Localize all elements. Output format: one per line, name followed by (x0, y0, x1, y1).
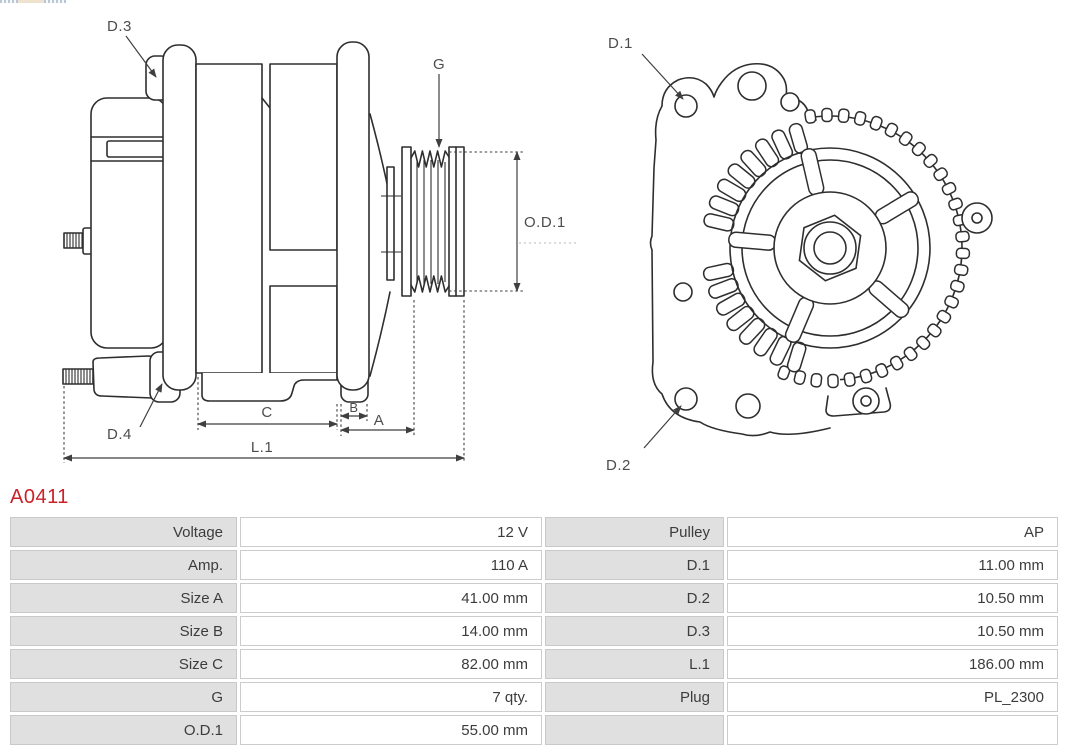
spec-label: Plug (545, 682, 724, 712)
shaft-spacer (387, 167, 394, 280)
housing-step (262, 98, 270, 108)
spec-value (727, 715, 1058, 745)
dim-label-c: C (261, 404, 273, 421)
spec-table (10, 517, 1058, 745)
spec-value: 82.00 mm (240, 649, 542, 679)
dim-label-d4: D.4 (107, 426, 132, 443)
spec-label: Voltage (10, 517, 237, 547)
front-view-drawing (606, 35, 992, 474)
spec-value: 186.00 mm (727, 649, 1058, 679)
stator-housing-front-upper (270, 64, 337, 250)
spec-value: 10.50 mm (727, 583, 1058, 613)
dim-label-d1: D.1 (608, 35, 633, 52)
rear-flange (163, 45, 196, 390)
fan-tooth (828, 374, 838, 387)
spec-value: 55.00 mm (240, 715, 542, 745)
top-mount-hole (738, 72, 766, 100)
dim-label-l1: L.1 (250, 439, 274, 456)
pulley-left-rim (402, 147, 411, 296)
leader-d2 (644, 406, 681, 448)
bolt-boss (736, 394, 760, 418)
spec-value: 110 A (240, 550, 542, 580)
pulley-groove-lines (417, 160, 445, 284)
fan-tooth (954, 264, 968, 276)
shaft-end (814, 232, 846, 264)
spec-label: D.2 (545, 583, 724, 613)
spec-value: 41.00 mm (240, 583, 542, 613)
mount-hole-d1 (675, 95, 697, 117)
rear-cover (91, 98, 167, 348)
fan-tooth (804, 109, 816, 123)
dim-label-b: B (349, 400, 359, 415)
housing-foot (202, 373, 337, 401)
spec-label: Amp. (10, 550, 237, 580)
spec-label: Size A (10, 583, 237, 613)
spec-value: AP (727, 517, 1058, 547)
fan-tooth (838, 109, 849, 123)
pulley-spoke (728, 232, 776, 251)
spec-label: G (10, 682, 237, 712)
part-number: A0411 (10, 486, 69, 508)
spec-value: PL_2300 (727, 682, 1058, 712)
side-view-drawing (63, 18, 578, 463)
leader-d1 (642, 54, 683, 99)
bottom-ear-hole (861, 396, 871, 406)
fan-tooth (822, 108, 832, 121)
spec-label: O.D.1 (10, 715, 237, 745)
spec-label: Size B (10, 616, 237, 646)
spec-label: D.3 (545, 616, 724, 646)
spec-value: 14.00 mm (240, 616, 542, 646)
spec-value: 10.50 mm (727, 616, 1058, 646)
mount-hole-d2 (675, 388, 697, 410)
spec-value: 11.00 mm (727, 550, 1058, 580)
dim-label-d3: D.3 (107, 18, 132, 35)
stator-housing-front-lower (270, 286, 337, 373)
spec-label: Pulley (545, 517, 724, 547)
mid-hole (674, 283, 692, 301)
stator-housing-rear (196, 64, 262, 373)
dim-label-d2: D.2 (606, 457, 631, 474)
spec-value: 12 V (240, 517, 542, 547)
fan-tooth (844, 372, 856, 386)
small-hole (781, 93, 799, 111)
fan-tooth (956, 231, 970, 242)
dim-label-a: A (373, 412, 385, 429)
fan-tooth (811, 373, 822, 387)
spec-label (545, 715, 724, 745)
spec-label: Size C (10, 649, 237, 679)
dim-label-od1: O.D.1 (524, 214, 566, 231)
spec-label: L.1 (545, 649, 724, 679)
spec-value: 7 qty. (240, 682, 542, 712)
dim-label-g: G (433, 56, 446, 73)
spec-label: D.1 (545, 550, 724, 580)
fan-tooth (956, 248, 969, 259)
side-ear-hole (972, 213, 982, 223)
front-flange (337, 42, 369, 390)
